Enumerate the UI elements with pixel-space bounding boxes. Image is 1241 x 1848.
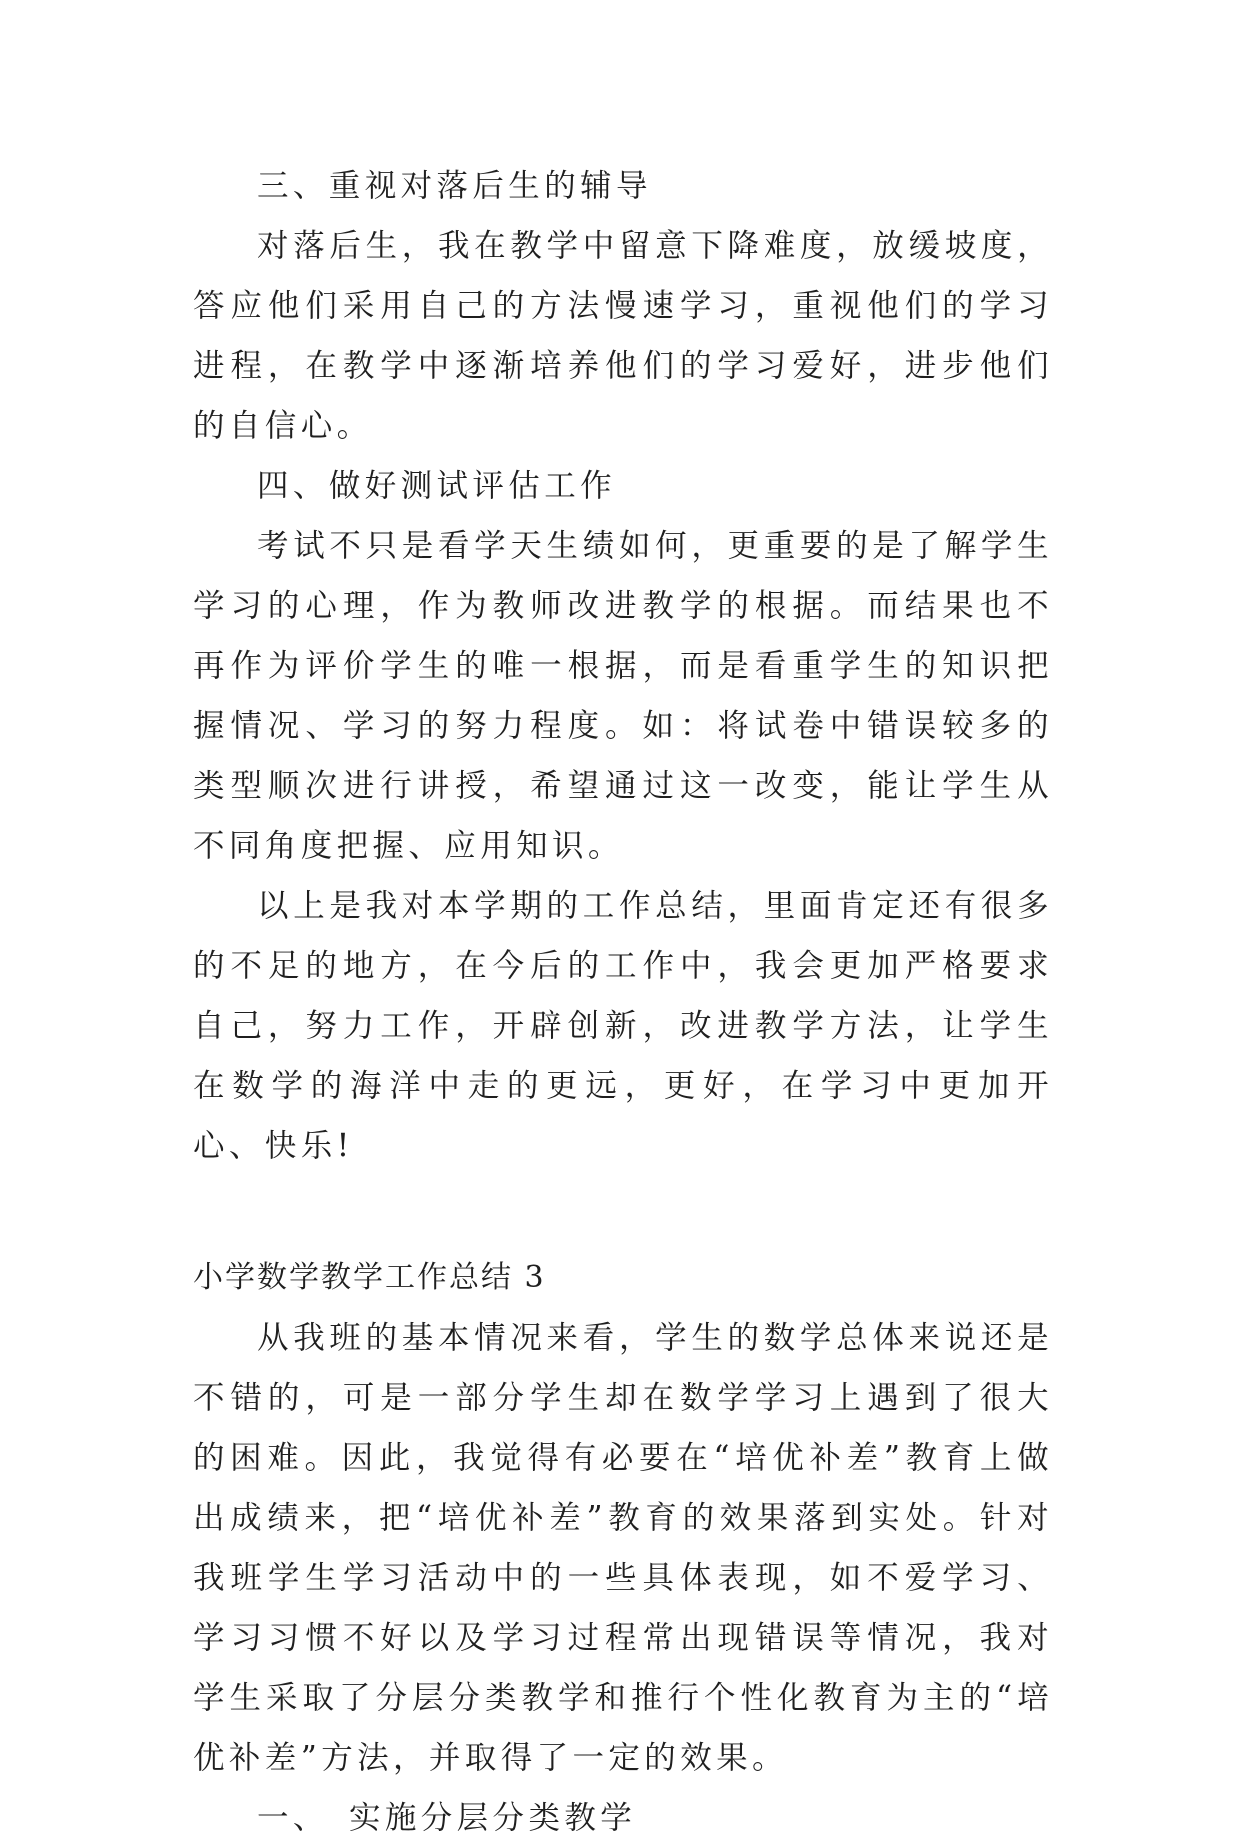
document-body xyxy=(193,156,1053,1848)
paragraph-3: 对落后生，我在教学中留意下降难度，放缓坡度，答应他们采用自己的方法慢速学习，重视他们的学习进程，在教学中逐渐培养他们的学习爱好，进步他们的自信心。 xyxy=(193,228,1053,444)
heading-4: 四、做好测试评估工作 xyxy=(257,468,617,504)
heading-1: 一、 实施分层分类教学 xyxy=(257,1800,637,1836)
paragraph-conclusion: 以上是我对本学期的工作总结，里面肯定还有很多的不足的地方，在今后的工作中，我会更加严格要求自己，努力工作，开辟创新，改进教学方法，让学生在数学的海洋中走的更远，更好，在学习中更加开心、快乐! xyxy=(193,888,1053,1164)
heading-3: 三、重视对落后生的辅导 xyxy=(257,168,652,204)
paragraph-4: 考试不只是看学天生绩如何，更重要的是了解学生学习的心理，作为教师改进教学的根据。而结果也不再作为评价学生的唯一根据，而是看重学生的知识把握情况、学习的努力程度。如：将试卷中错误较多的类型顺次进行讲授，希望通过这一改变，能让学生从不同角度把握、应用知识。 xyxy=(193,528,1053,864)
paragraph-intro: 从我班的基本情况来看，学生的数学总体来说还是不错的，可是一部分学生却在数学学习上遇到了很大的困难。因此，我觉得有必要在“培优补差”教育上做出成绩来，把“培优补差”教育的效果落到实处。针对我班学生学习活动中的一些具体表现，如不爱学习、学习习惯不好以及学习过程常出现错误等情况，我对学生采取了分层分类教学和推行个性化教育为主的“培优补差”方法，并取得了一定的效果。 xyxy=(193,1320,1053,1776)
section-title: 小学数学教学工作总结 3 xyxy=(193,1260,546,1295)
